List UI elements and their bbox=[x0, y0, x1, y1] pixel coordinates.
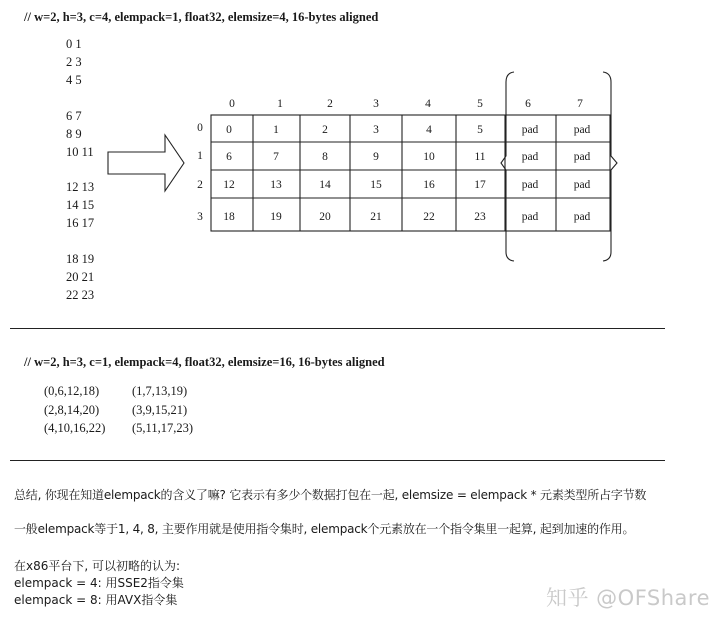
grid-cell: 22 bbox=[423, 211, 435, 223]
grid-cell: 12 bbox=[223, 179, 235, 191]
section-divider bbox=[10, 460, 665, 461]
grid-cell: 23 bbox=[474, 211, 486, 223]
col-header: 3 bbox=[373, 98, 379, 110]
channel-3-row: 18 19 bbox=[66, 252, 95, 266]
grid-cell: 8 bbox=[322, 151, 328, 163]
right-arrow-icon bbox=[108, 135, 184, 191]
row-header: 3 bbox=[197, 211, 203, 223]
col-header: 0 bbox=[229, 98, 235, 110]
channel-2-row: 16 17 bbox=[66, 216, 95, 230]
column-headers bbox=[229, 98, 583, 110]
row-headers bbox=[197, 122, 203, 223]
grid-cell: 0 bbox=[226, 124, 232, 136]
summary-line-2: 一般elempack等于1, 4, 8, 主要作用就是使用指令集时, elempack个元素放在一个指令集里一起算, 起到加速的作用。 bbox=[14, 522, 635, 536]
grid-cell: pad bbox=[521, 124, 539, 136]
section2-heading: // w=2, h=3, c=1, elempack=4, float32, elemsize=16, 16-bytes aligned bbox=[24, 355, 385, 369]
channel-2-row: 12 13 bbox=[66, 180, 95, 194]
tuple-cell: (3,9,15,21) bbox=[132, 403, 188, 417]
tuple-cell: (0,6,12,18) bbox=[44, 384, 100, 398]
grid-cell: pad bbox=[521, 179, 539, 191]
channel-1-row: 6 7 bbox=[66, 109, 82, 123]
col-header: 5 bbox=[477, 98, 483, 110]
section1-heading: // w=2, h=3, c=4, elempack=1, float32, elemsize=4, 16-bytes aligned bbox=[24, 10, 379, 24]
tuple-cell: (4,10,16,22) bbox=[44, 421, 106, 435]
row-header: 0 bbox=[197, 122, 203, 134]
channel-3-row: 22 23 bbox=[66, 288, 95, 302]
grid-cell: 4 bbox=[426, 124, 432, 136]
grid-cells bbox=[223, 124, 590, 223]
col-header: 4 bbox=[425, 98, 431, 110]
grid-cell: 15 bbox=[370, 179, 382, 191]
grid-cell: 19 bbox=[270, 211, 282, 223]
grid-cell: 17 bbox=[474, 179, 486, 191]
grid-cell: 10 bbox=[423, 151, 435, 163]
grid-cell: 3 bbox=[373, 124, 379, 136]
grid-cell: pad bbox=[573, 124, 591, 136]
col-header: 6 bbox=[525, 98, 531, 110]
grid-cell: 6 bbox=[226, 151, 232, 163]
grid-cell: 16 bbox=[423, 179, 435, 191]
grid-cell: pad bbox=[521, 151, 539, 163]
col-header: 1 bbox=[277, 98, 283, 110]
grid-cell: 11 bbox=[474, 151, 486, 163]
row-header: 1 bbox=[197, 150, 203, 162]
grid-cell: 13 bbox=[270, 179, 282, 191]
summary-line-5: elempack = 8: 用AVX指令集 bbox=[14, 593, 178, 607]
tuple-cell: (5,11,17,23) bbox=[132, 421, 193, 435]
channel-3-row: 20 21 bbox=[66, 270, 95, 284]
row-header: 2 bbox=[197, 179, 203, 191]
grid-cell: 5 bbox=[477, 124, 483, 136]
col-header: 7 bbox=[577, 98, 583, 110]
tuple-cell: (1,7,13,19) bbox=[132, 384, 188, 398]
grid-cell: 7 bbox=[273, 151, 279, 163]
grid-cell: 1 bbox=[273, 124, 279, 136]
grid-cell: 20 bbox=[319, 211, 331, 223]
grid-cell: 18 bbox=[223, 211, 235, 223]
grid-cell: pad bbox=[573, 179, 591, 191]
channel-2-row: 14 15 bbox=[66, 198, 95, 212]
tuple-cell: (2,8,14,20) bbox=[44, 403, 100, 417]
col-header: 2 bbox=[327, 98, 333, 110]
grid-cell: pad bbox=[521, 211, 539, 223]
zhihu-watermark: 知乎 @OFShare bbox=[546, 586, 711, 610]
summary-line-3: 在x86平台下, 可以初略的认为: bbox=[14, 559, 181, 573]
grid-cell: pad bbox=[573, 151, 591, 163]
grid-cell: 14 bbox=[319, 179, 331, 191]
channel-0-row: 0 1 bbox=[66, 37, 82, 51]
channel-0-row: 4 5 bbox=[66, 73, 82, 87]
channel-0-row: 2 3 bbox=[66, 55, 82, 69]
channel-1-row: 8 9 bbox=[66, 127, 82, 141]
grid-cell: 9 bbox=[373, 151, 379, 163]
grid-cell: 2 bbox=[322, 124, 328, 136]
grid-cell: pad bbox=[573, 211, 591, 223]
summary-line-1: 总结, 你现在知道elempack的含义了嘛? 它表示有多少个数据打包在一起, elemsize = elempack * 元素类型所占字节数 bbox=[14, 488, 647, 502]
grid-cell: 21 bbox=[370, 211, 382, 223]
channel-1-row: 10 11 bbox=[66, 145, 94, 159]
section-divider bbox=[10, 328, 665, 329]
padding-bracket bbox=[501, 72, 617, 261]
summary-line-4: elempack = 4: 用SSE2指令集 bbox=[14, 576, 184, 590]
